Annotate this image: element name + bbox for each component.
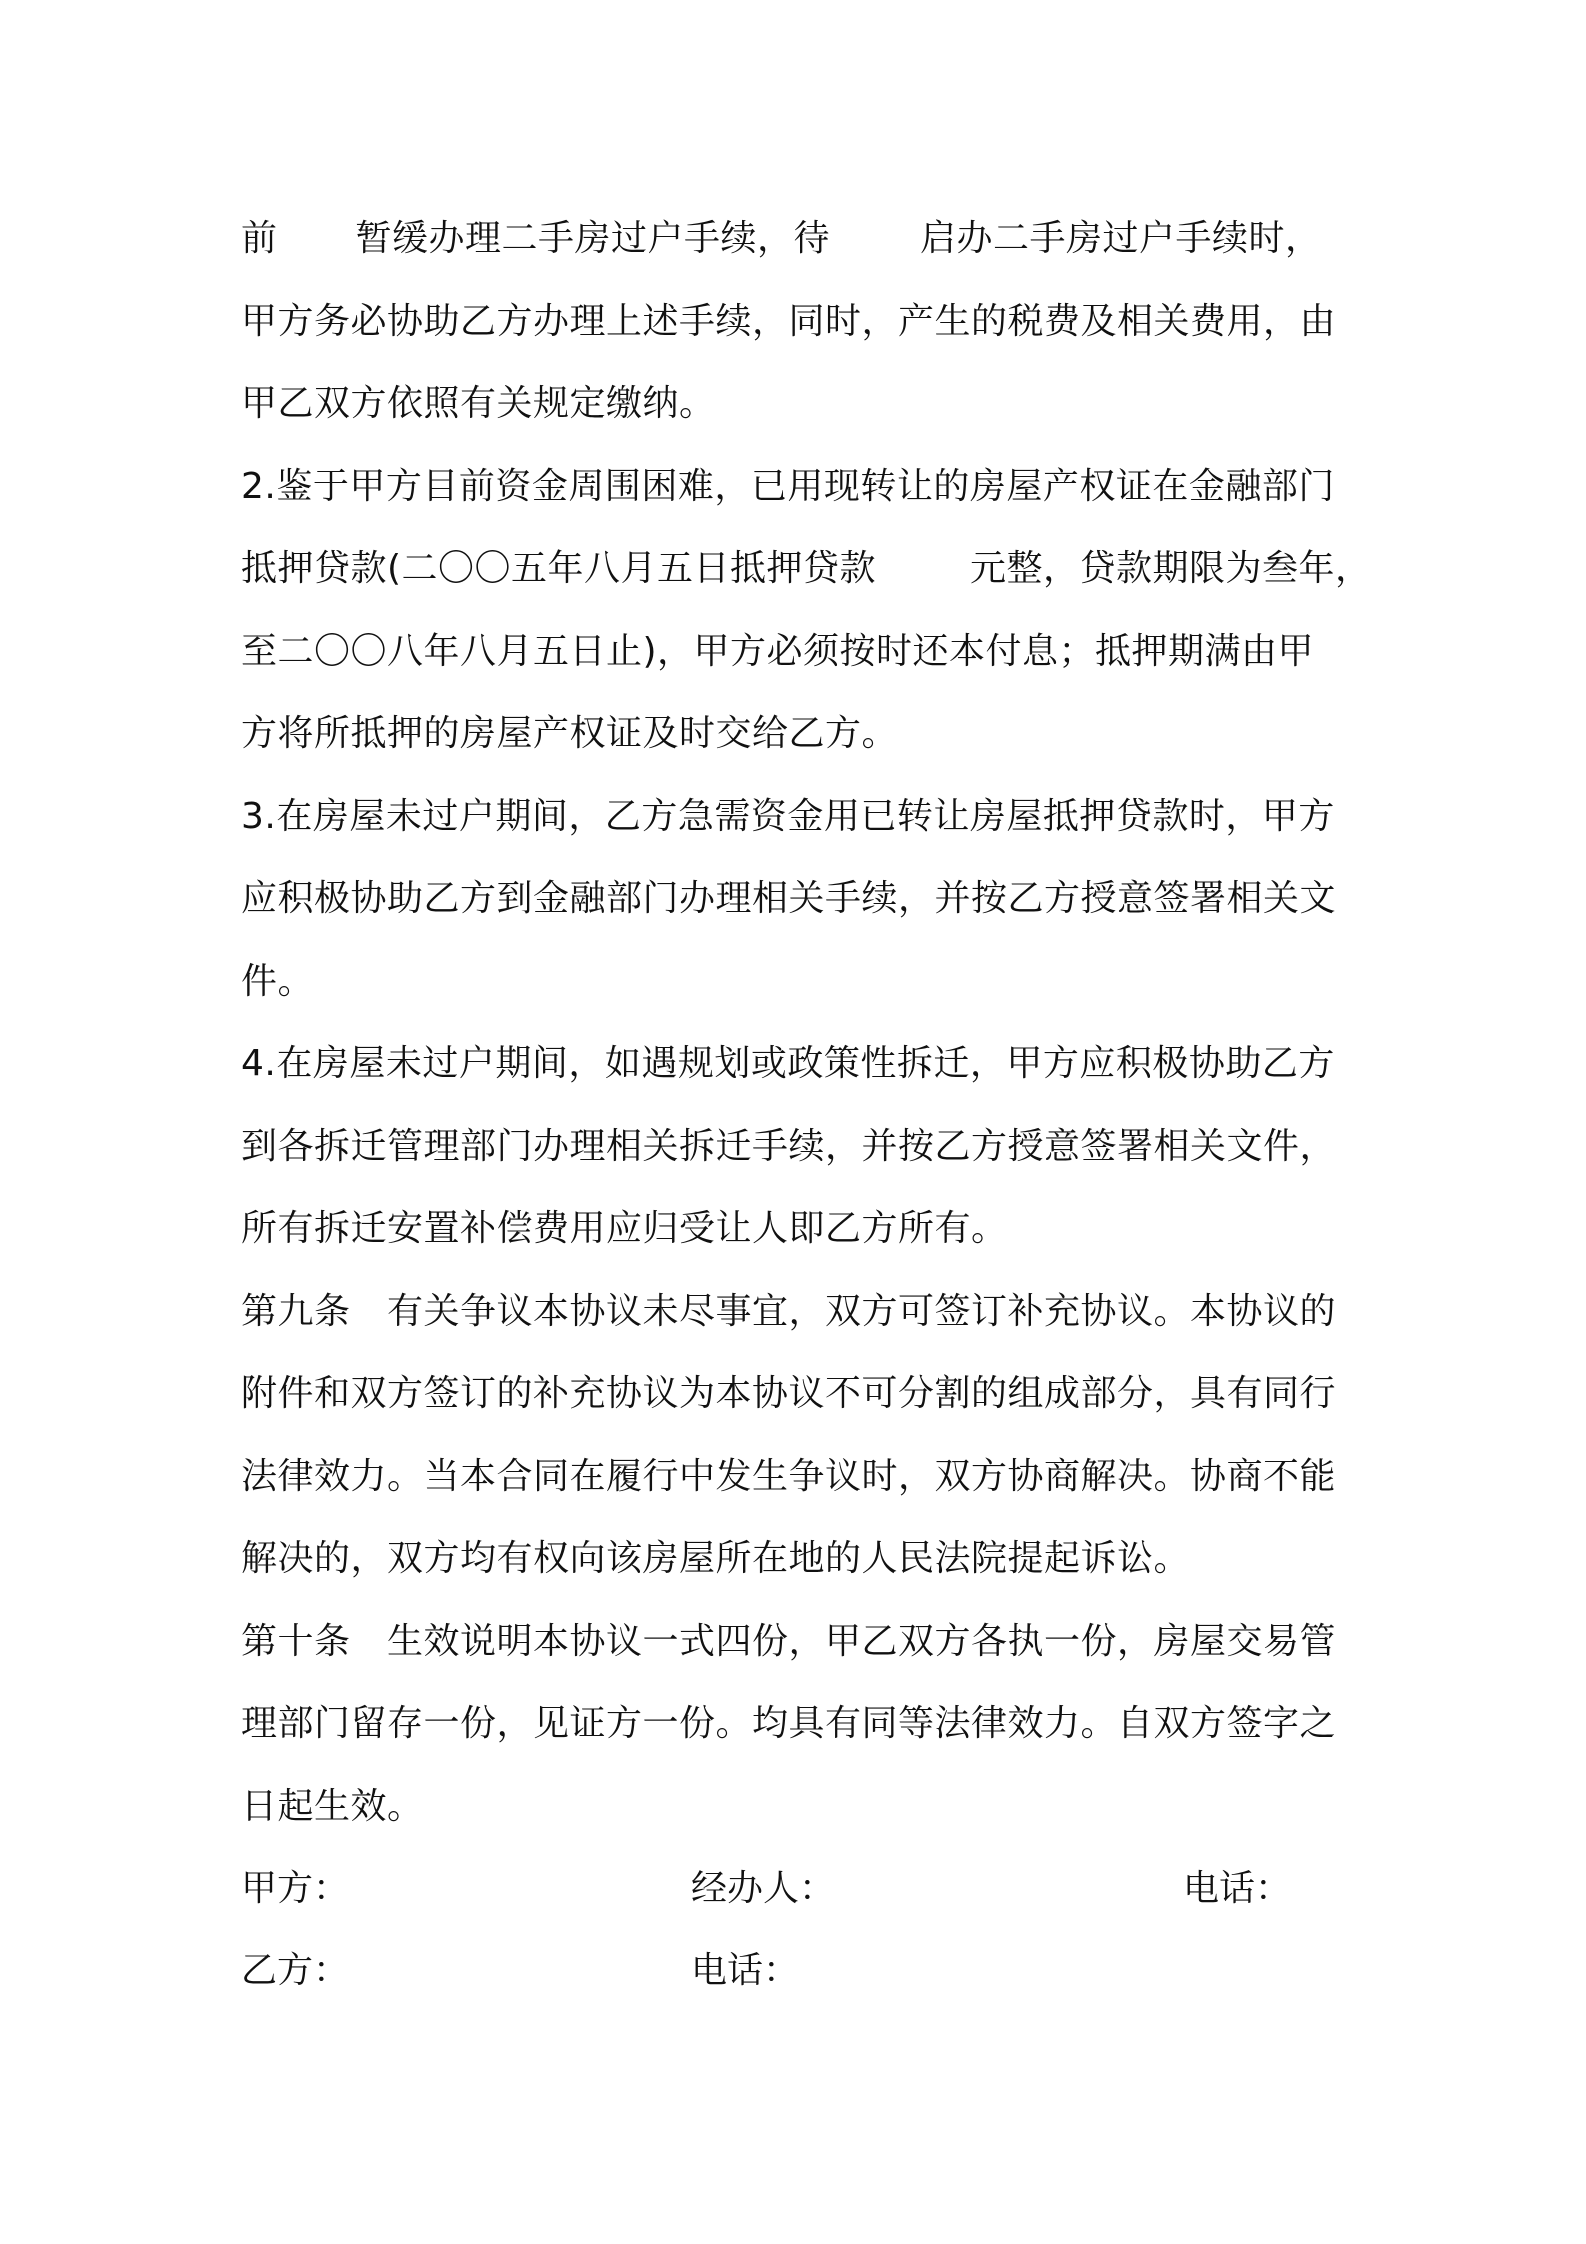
clause-item-3: 3.在房屋未过户期间，乙方急需资金用已转让房屋抵押贷款时，甲方 [241,795,1335,837]
text-line: 甲方务必协助乙方办理上述手续，同时，产生的税费及相关费用，由 [241,300,1337,342]
signature-row-party-a [241,1848,1381,1931]
signature-row-party-b [241,1930,1381,2013]
line-segment: 元整，贷款期限为叁年， [970,548,1372,589]
clause-item-2: 2.鉴于甲方目前资金周围困难，已用现转让的房屋产权证在金融部门 [241,465,1335,507]
party-a-label: 甲方： [241,1868,350,1909]
line-segment: 暂缓办理二手房过户手续，待 [355,218,831,259]
clause-item-4: 4.在房屋未过户期间，如遇规划或政策性拆迁，甲方应积极协助乙方 [241,1043,1335,1084]
text-line: 至二〇〇八年八月五日止)，甲方必须按时还本付息；抵押期满由甲 [241,630,1315,672]
text-line [241,528,1381,611]
text-line: 理部门留存一份，见证方一份。均具有同等法律效力。自双方签字之 [241,1703,1337,1744]
line-segment: 抵押贷款(二〇〇五年八月五日抵押贷款 [241,548,877,589]
text-line: 法律效力。当本合同在履行中发生争议时，双方协商解决。协商不能 [241,1455,1337,1497]
text-line: 应积极协助乙方到金融部门办理相关手续，并按乙方授意签署相关文 [241,878,1337,919]
article-10: 第十条 生效说明本协议一式四份，甲乙双方各执一份，房屋交易管 [241,1620,1337,1662]
party-b-label: 乙方： [241,1950,350,1991]
line-segment: 前 [241,218,278,259]
text-line: 件。 [241,960,315,1002]
text-line: 日起生效。 [241,1785,424,1827]
text-line: 所有拆迁安置补偿费用应归受让人即乙方所有。 [241,1208,1008,1249]
phone-a-label: 电话： [1183,1868,1292,1909]
text-line: 甲乙双方依照有关规定缴纳。 [241,383,716,424]
agreement-body [241,198,1381,1848]
text-line [241,198,1381,281]
agent-label: 经办人： [691,1868,836,1909]
line-segment: 启办二手房过户手续时， [920,218,1322,259]
text-line: 附件和双方签订的补充协议为本协议不可分割的组成部分，具有同行 [241,1373,1337,1414]
text-line: 方将所抵押的房屋产权证及时交给乙方。 [241,713,899,754]
phone-b-label: 电话： [691,1950,800,1991]
text-line: 解决的，双方均有权向该房屋所在地的人民法院提起诉讼。 [241,1538,1191,1579]
article-9: 第九条 有关争议本协议未尽事宜，双方可签订补充协议。本协议的 [241,1290,1337,1332]
text-line: 到各拆迁管理部门办理相关拆迁手续，并按乙方授意签署相关文件， [241,1125,1337,1167]
